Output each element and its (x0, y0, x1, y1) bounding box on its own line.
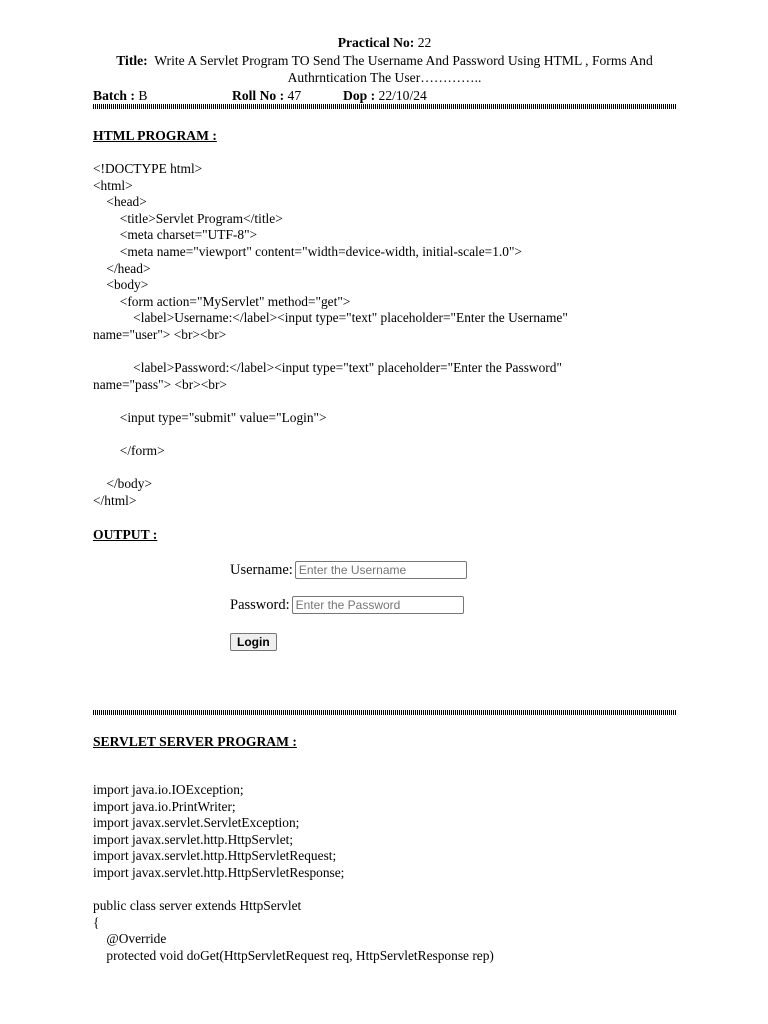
practical-number (93, 34, 676, 51)
servlet-code-block: import java.io.IOException; import java.io.PrintWriter; import javax.servlet.ServletException; import javax.servlet.http.HttpServlet; import javax.servlet.http.HttpServletRequest; import javax.servlet.http.HttpServletResponse; public class server extends HttpServlet { @Override protected void doGet(HttpServletRequest req, HttpServletResponse rep) (93, 782, 494, 963)
roll-field (232, 87, 343, 104)
section-divider (93, 710, 676, 715)
roll-label: Roll No : (232, 88, 285, 103)
password-label: Password: (230, 596, 290, 613)
html-program-heading: HTML PROGRAM : (93, 128, 217, 143)
batch-label: Batch : (93, 88, 135, 103)
header-divider (93, 104, 676, 109)
student-info-row (93, 87, 676, 104)
document-title (93, 52, 676, 86)
password-input[interactable] (292, 596, 464, 614)
roll-value: 47 (287, 88, 302, 103)
login-button[interactable]: Login (230, 633, 277, 651)
output-heading: OUTPUT : (93, 527, 158, 542)
batch-field (93, 87, 232, 104)
password-row (230, 596, 464, 614)
html-code-block: <!DOCTYPE html> <html> <head> <title>Servlet Program</title> <meta charset="UTF-8"> <meta name="viewport" content="width=device-width, initial-scale=1.0"> </head> <body> <form action="MyServlet" method="get"> <label>Username:</label><input type="text" placeholder="Enter the Username" name="user"> <br><br> <label>Password:</label><input type="text" placeholder="Enter the Password" name="pass"> <br><br> <input type="submit" value="Login"> </form> </body> </html> (93, 161, 568, 508)
title-label: Title: (116, 53, 148, 68)
practical-label: Practical No: (337, 35, 415, 50)
servlet-program-heading: SERVLET SERVER PROGRAM : (93, 734, 297, 749)
username-input[interactable] (295, 561, 467, 579)
title-line-2: Authrntication The User………….. (287, 70, 482, 85)
username-label: Username: (230, 561, 293, 578)
dop-label: Dop : (343, 88, 376, 103)
dop-value: 22/10/24 (378, 88, 427, 103)
username-row (230, 561, 467, 579)
title-line-1: Write A Servlet Program TO Send The Username And Password Using HTML , Forms And (154, 53, 653, 68)
batch-value: B (138, 88, 148, 103)
dop-field (343, 87, 427, 104)
practical-value: 22 (417, 35, 432, 50)
